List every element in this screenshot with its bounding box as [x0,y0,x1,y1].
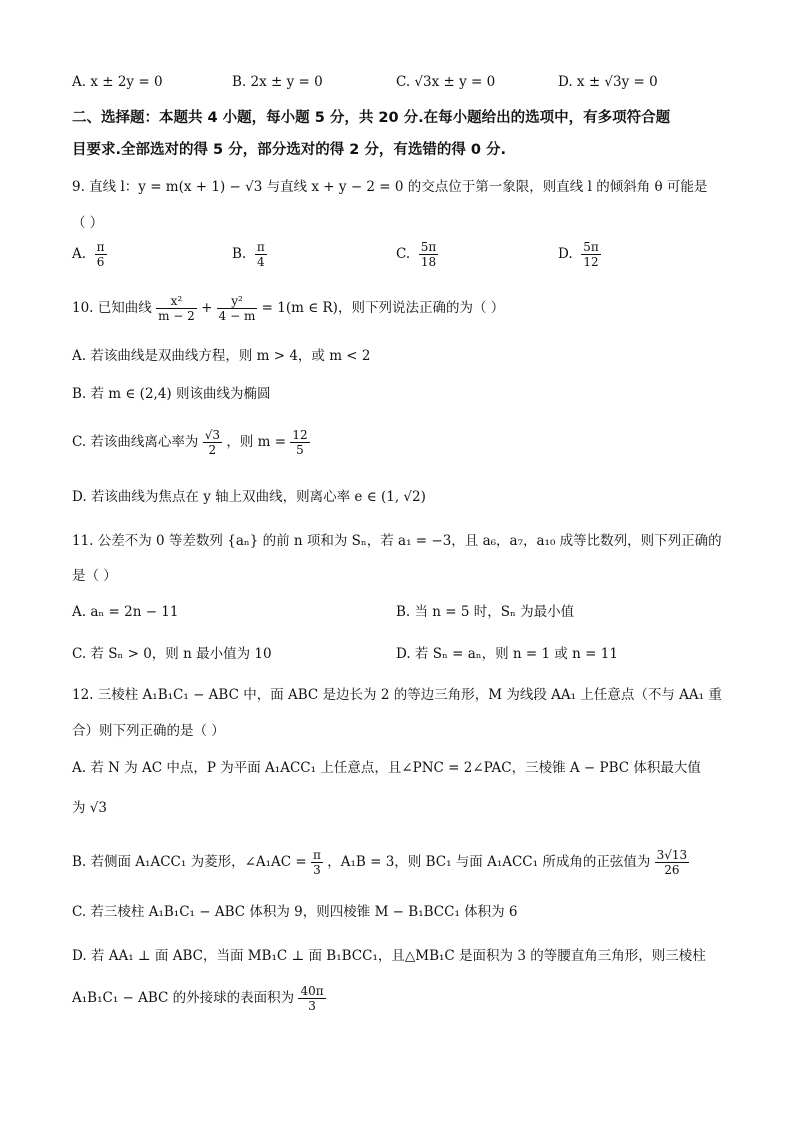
numerator: 40π [300,984,324,998]
q9-option-b [232,240,267,269]
q10-option-b: B. 若 m ∈ (2,4) 则该曲线为椭圆 [72,386,271,402]
numerator: x² [156,294,197,309]
denominator: m − 2 [158,309,195,323]
numerator: 3√13 [656,848,688,862]
q10-option-c [72,428,310,457]
numerator: π [96,240,105,254]
numerator: √3 [204,428,221,442]
q12-stem-line1: 12. 三棱柱 A₁B₁C₁ − ABC 中，面 ABC 是边长为 2 的等边三角形，M 为线段 AA₁ 上任意点（不与 AA₁ 重 [72,687,722,703]
prev-option-c: C. √3x ± y = 0 [396,74,496,90]
numerator: y² [217,294,258,309]
fraction [290,428,309,457]
numerator: 5π [420,240,437,254]
numerator: 5π [583,240,599,254]
option-label: A. [72,246,87,262]
q9-stem: 9. 直线 l：y = m(x + 1) − √3 与直线 x + y − 2 = 0 的交点位于第一象限，则直线 l 的倾斜角 θ 可能是 [72,179,708,195]
q10-suffix: = 1(m ∈ R)，则下列说法正确的为（ ） [261,300,505,316]
q11-option-b: B. 当 n = 5 时，Sₙ 为最小值 [396,604,575,620]
q10-c-prefix: C. 若该曲线离心率为 [72,434,199,450]
q12-option-b [72,848,689,877]
denominator: 3 [308,999,316,1013]
q11-option-c: C. 若 Sₙ > 0，则 n 最小值为 10 [72,646,272,662]
q11-stem-line1: 11. 公差不为 0 等差数列 {aₙ} 的前 n 项和为 Sₙ，若 a₁ = −3，且 a₆，a₇，a₁₀ 成等比数列，则下列正确的 [72,533,722,549]
fraction [255,240,267,269]
q12-b-mid: ，A₁B = 3，则 BC₁ 与面 A₁ACC₁ 所成角的正弦值为 [327,854,651,870]
q12-option-a-line1: A. 若 N 为 AC 中点，P 为平面 A₁ACC₁ 上任意点，且∠PNC = 2∠PAC，三棱锥 A − PBC 体积最大值 [72,760,701,776]
fraction [298,984,325,1013]
q12-option-d-line1: D. 若 AA₁ ⊥ 面 ABC，当面 MB₁C ⊥ 面 B₁BCC₁，且△MB₁C 是面积为 3 的等腰直角三角形，则三棱柱 [72,948,706,964]
q11-option-a: A. aₙ = 2n − 11 [72,604,179,620]
q12-option-c: C. 若三棱柱 A₁B₁C₁ − ABC 体积为 9，则四棱锥 M − B₁BCC₁ 体积为 6 [72,904,518,920]
numerator: π [256,240,265,254]
q10-prefix: 10. 已知曲线 [72,300,152,316]
section-header-line1: 二、选择题：本题共 4 小题，每小题 5 分，共 20 分.在每小题给出的选项中，有多项符合题 [72,110,671,126]
fraction [95,240,107,269]
prev-option-b: B. 2x ± y = 0 [232,74,323,90]
denominator: 6 [96,255,105,269]
numerator: 12 [292,428,308,442]
q9-option-d [558,240,601,269]
q9-option-a [72,240,107,269]
q11-option-d: D. 若 Sₙ = aₙ，则 n = 1 或 n = 11 [396,646,618,662]
q9-paren: （ ） [72,215,104,231]
denominator: 26 [664,863,680,877]
option-label: B. [232,246,247,262]
fraction [217,294,258,323]
denominator: 4 − m [218,309,256,323]
denominator: 12 [583,255,599,269]
fraction [203,428,222,457]
section-header-line2: 目要求.全部选对的得 5 分，部分选对的得 2 分，有选错的得 0 分. [72,142,507,158]
prev-option-d: D. x ± √3y = 0 [558,74,658,90]
fraction [655,848,690,877]
denominator: 2 [208,443,217,457]
fraction [581,240,601,269]
fraction [311,848,323,877]
denominator: 4 [256,255,265,269]
q10-stem [72,294,504,323]
fraction [419,240,439,269]
numerator: π [313,848,321,862]
q9-option-c [396,240,438,269]
option-label: D. [558,246,573,262]
option-label: C. [396,246,411,262]
q12-b-prefix: B. 若侧面 A₁ACC₁ 为菱形，∠A₁AC = [72,854,307,870]
q10-c-mid: ，则 m = [226,434,287,450]
q10-option-d: D. 若该曲线为焦点在 y 轴上双曲线，则离心率 e ∈ (1, √2) [72,489,426,505]
q10-option-a: A. 若该曲线是双曲线方程，则 m > 4，或 m < 2 [72,348,371,364]
q12-option-d-line2 [72,984,326,1013]
fraction [156,294,197,323]
prev-option-a: A. x ± 2y = 0 [72,74,163,90]
denominator: 5 [296,443,304,457]
q11-stem-line2: 是（ ） [72,568,117,584]
plus-sign: + [201,300,213,316]
q12-option-a-line2: 为 √3 [72,800,107,816]
denominator: 18 [420,255,437,269]
denominator: 3 [313,863,321,877]
q12-d2-prefix: A₁B₁C₁ − ABC 的外接球的表面积为 [72,990,295,1006]
q12-stem-line2: 合）则下列正确的是（ ） [72,723,225,739]
